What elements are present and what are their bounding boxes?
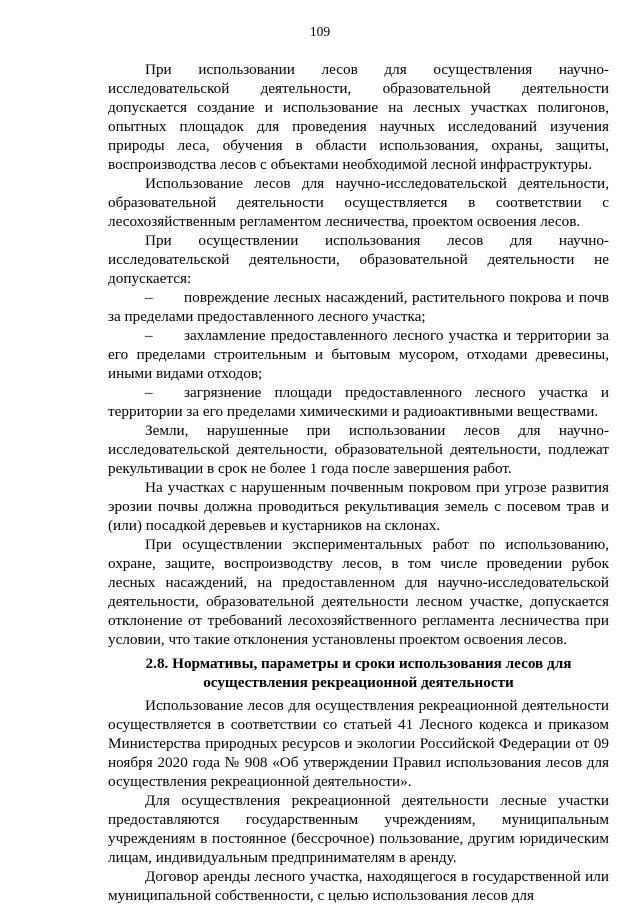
- paragraph: При осуществлении использования лесов для научно-исследовательской деятельности, образовательной деятельности не допускается:: [108, 232, 609, 287]
- page-number: 109: [309, 24, 331, 39]
- section-heading: 2.8. Нормативы, параметры и сроки использования лесов для осуществления рекреационной деятельности: [145, 655, 572, 691]
- paragraph: Использование лесов для научно-исследовательской деятельности, образовательной деятельности осуществляется в соответствии с лесохозяйственным регламентом лесничества, проектом освоения лесов.: [108, 175, 609, 230]
- dash-marker: –: [145, 384, 153, 401]
- dash-marker: –: [145, 289, 153, 306]
- list-item-text: загрязнение площади предоставленного лесного участка и территории за его пределами химическими и радиоактивными веществами.: [108, 384, 609, 420]
- list-item: [108, 326, 609, 383]
- paragraph: Земли, нарушенные при использовании лесов для научно-исследовательской деятельности, образовательной деятельности, подлежат рекультивации в срок не более 1 года после завершения работ.: [108, 422, 609, 477]
- document-body: [108, 60, 609, 905]
- list-item: [108, 288, 609, 326]
- dash-marker: –: [145, 327, 153, 344]
- paragraph: Использование лесов для осуществления рекреационной деятельности осуществляется в соответствии со статьей 41 Лесного кодекса и приказом Министерства природных ресурсов и экологии Российской Федерации от 09 ноября 2020 года № 908 «Об утверждении Правил использования лесов для осуществления рекреационной деятельности».: [108, 697, 609, 790]
- list-item-text: захламление предоставленного лесного участка и территории за его пределами строительным и бытовым мусором, отходами древесины, иными видами отходов;: [108, 327, 609, 382]
- paragraph: При использовании лесов для осуществления научно-исследовательской деятельности, образовательной деятельности допускается создание и использование на лесных участках полигонов, опытных площадок для проведения научных исследований изучения природы леса, обучения в области использования, охраны, защиты, воспроизводства лесов с объектами необходимой лесной инфраструктуры.: [108, 61, 609, 173]
- list-item: [108, 383, 609, 421]
- paragraph: Для осуществления рекреационной деятельности лесные участки предоставляются государственным учреждениям, муниципальным учреждениям в постоянное (бессрочное) пользование, другим юридическим лицам, индивидуальным предпринимателям в аренду.: [108, 792, 609, 866]
- list-item-text: повреждение лесных насаждений, растительного покрова и почв за пределами предоставленного лесного участка;: [108, 289, 609, 325]
- paragraph: На участках с нарушенным почвенным покровом при угрозе развития эрозии почвы должна проводиться рекультивация земель с посевом трав и (или) посадкой деревьев и кустарников на склонах.: [108, 479, 609, 534]
- paragraph: Договор аренды лесного участка, находящегося в государственной или муниципальной собственности, с целью использования лесов для: [108, 868, 609, 904]
- paragraph: При осуществлении экспериментальных работ по использованию, охране, защите, воспроизводству лесов, в том числе проведении рубок лесных насаждений, на предоставленном для научно-исследовательской деятельности, образовательной деятельности лесном участке, допускается отклонение от требований лесохозяйственного регламента лесничества при условии, что такие отклонения установлены проектом освоения лесов.: [108, 536, 609, 648]
